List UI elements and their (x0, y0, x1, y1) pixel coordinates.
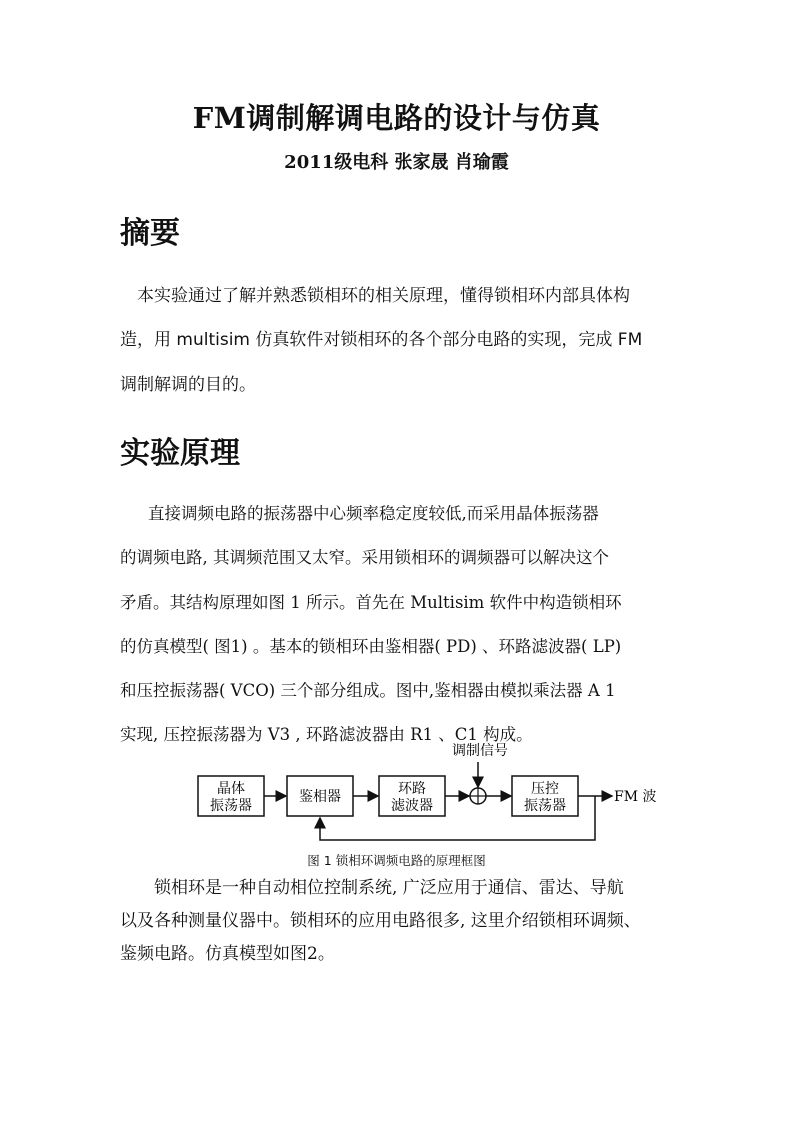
block3-label: 环路 (398, 781, 426, 797)
block1-label: 晶体 (217, 781, 245, 797)
abstract-paragraph (120, 274, 680, 407)
principle-heading: 实验原理 (120, 436, 240, 471)
block2-label: 鉴相器 (299, 789, 341, 805)
principle-line: 锁相环是一种自动相位控制系统, 广泛应用于通信、雷达、导航 (154, 878, 624, 898)
block4-label: 振荡器 (524, 798, 566, 814)
principle-line: 矛盾。其结构原理如图 1 所示。首先在 Multisim 软件中构造锁相环 (120, 592, 622, 612)
principle-line: 和压控振荡器( VCO) 三个部分组成。图中,鉴相器由模拟乘法器 A 1 (120, 681, 616, 701)
block1-label: 振荡器 (210, 798, 252, 814)
principle-line: 实现, 压控振荡器为 V3 , 环路滤波器由 R1 、C1 构成。 (120, 725, 533, 745)
abstract-line: 造，用 multisim 仿真软件对锁相环的各个部分电路的实现，完成 FM (120, 330, 643, 351)
principle-line: 的调频电路, 其调频范围又太窄。采用锁相环的调频器可以解决这个 (120, 548, 609, 568)
paper-title: FM调制解调电路的设计与仿真 (192, 101, 601, 135)
paper-authors: 2011级电科 张家晟 肖瑜霞 (284, 152, 509, 173)
principle-paragraph-2 (120, 872, 680, 971)
principle-paragraph-1 (120, 492, 680, 758)
abstract-line: 调制解调的目的。 (120, 374, 256, 395)
abstract-line: 本实验通过了解并熟悉锁相环的相关原理，懂得锁相环内部具体构 (137, 286, 630, 306)
principle-line: 的仿真模型( 图1) 。基本的锁相环由鉴相器( PD) 、环路滤波器( LP) (120, 636, 622, 656)
figure-1-caption: 图 1 锁相环调频电路的原理框图 (307, 853, 486, 868)
fm-wave-label: FM 波 (614, 789, 657, 805)
block3-label: 滤波器 (391, 798, 433, 814)
principle-line: 鉴频电路。仿真模型如图2。 (120, 944, 335, 964)
principle-line: 直接调频电路的振荡器中心频率稳定度较低,而采用晶体振荡器 (148, 504, 599, 523)
principle-line: 以及各种测量仪器中。锁相环的应用电路很多, 这里介绍锁相环调频、 (120, 911, 641, 931)
modulation-signal-label: 调制信号 (452, 743, 508, 759)
abstract-heading: 摘要 (120, 216, 180, 251)
block4-label: 压控 (531, 781, 559, 797)
